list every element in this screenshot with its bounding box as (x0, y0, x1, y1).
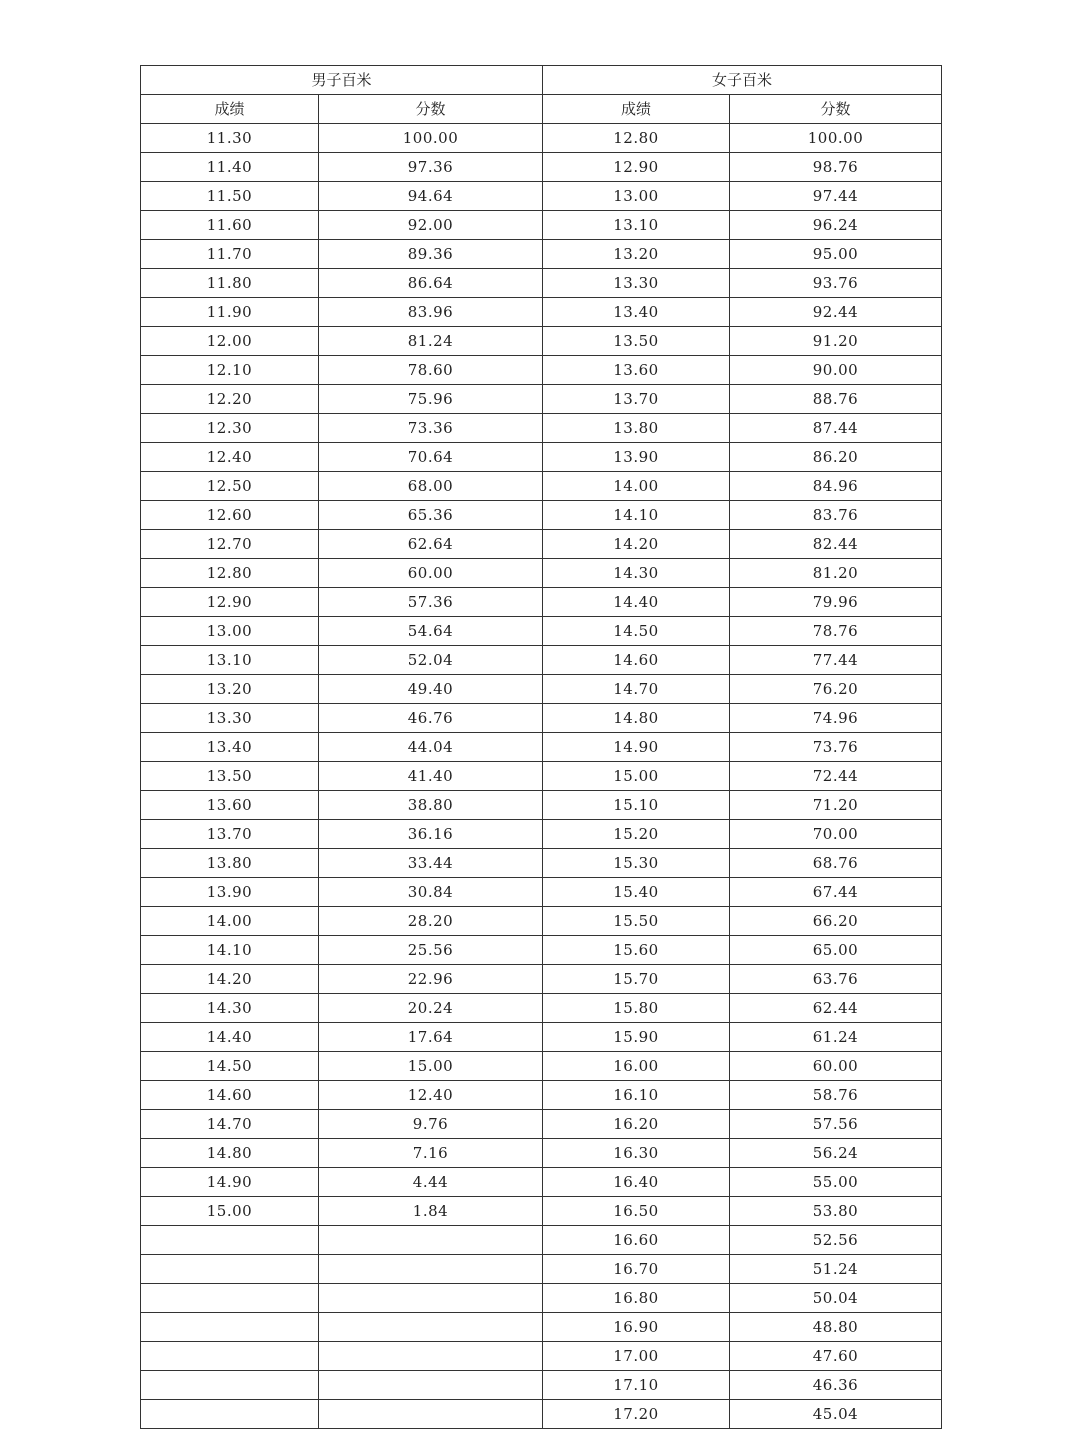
men-score-cell: 65.36 (319, 501, 543, 530)
women-result-cell: 15.60 (543, 936, 730, 965)
men-score-cell (319, 1226, 543, 1255)
women-result-cell: 13.50 (543, 327, 730, 356)
table-row (141, 530, 942, 559)
women-score-cell: 55.00 (730, 1168, 942, 1197)
women-score-cell: 96.24 (730, 211, 942, 240)
women-score-cell: 67.44 (730, 878, 942, 907)
women-score-header: 分数 (730, 95, 942, 124)
women-score-cell: 95.00 (730, 240, 942, 269)
men-result-cell: 14.10 (141, 936, 319, 965)
table-row (141, 936, 942, 965)
men-result-cell: 12.30 (141, 414, 319, 443)
men-result-cell: 14.70 (141, 1110, 319, 1139)
men-result-cell: 12.90 (141, 588, 319, 617)
table-row (141, 153, 942, 182)
men-score-cell: 41.40 (319, 762, 543, 791)
men-result-cell: 13.00 (141, 617, 319, 646)
table-row (141, 472, 942, 501)
table-row (141, 617, 942, 646)
table-row (141, 501, 942, 530)
men-score-header: 分数 (319, 95, 543, 124)
men-score-cell: 44.04 (319, 733, 543, 762)
women-score-cell: 53.80 (730, 1197, 942, 1226)
table-row (141, 1313, 942, 1342)
men-score-cell (319, 1400, 543, 1429)
women-score-cell: 68.76 (730, 849, 942, 878)
women-score-cell: 52.56 (730, 1226, 942, 1255)
women-result-cell: 16.30 (543, 1139, 730, 1168)
men-score-cell: 83.96 (319, 298, 543, 327)
women-result-cell: 16.90 (543, 1313, 730, 1342)
men-result-cell: 13.90 (141, 878, 319, 907)
women-result-cell: 15.80 (543, 994, 730, 1023)
women-result-header: 成绩 (543, 95, 730, 124)
men-score-cell: 94.64 (319, 182, 543, 211)
table-row (141, 1342, 942, 1371)
women-score-cell: 46.36 (730, 1371, 942, 1400)
men-result-cell: 13.10 (141, 646, 319, 675)
women-score-cell: 62.44 (730, 994, 942, 1023)
women-score-cell: 82.44 (730, 530, 942, 559)
men-result-cell: 13.20 (141, 675, 319, 704)
men-score-cell: 89.36 (319, 240, 543, 269)
table-row (141, 588, 942, 617)
men-result-cell: 14.30 (141, 994, 319, 1023)
men-score-cell: 22.96 (319, 965, 543, 994)
women-score-cell: 57.56 (730, 1110, 942, 1139)
women-score-cell: 81.20 (730, 559, 942, 588)
women-result-cell: 14.20 (543, 530, 730, 559)
men-score-cell: 46.76 (319, 704, 543, 733)
women-result-cell: 12.80 (543, 124, 730, 153)
women-result-cell: 16.50 (543, 1197, 730, 1226)
men-score-cell: 60.00 (319, 559, 543, 588)
women-result-cell: 16.10 (543, 1081, 730, 1110)
women-result-cell: 14.70 (543, 675, 730, 704)
men-score-cell (319, 1313, 543, 1342)
men-100m-title: 男子百米 (141, 66, 543, 95)
table-row (141, 443, 942, 472)
table-row (141, 1226, 942, 1255)
table-row (141, 733, 942, 762)
men-result-cell: 11.80 (141, 269, 319, 298)
men-score-cell: 30.84 (319, 878, 543, 907)
men-result-cell: 12.10 (141, 356, 319, 385)
women-score-cell: 100.00 (730, 124, 942, 153)
women-result-cell: 13.60 (543, 356, 730, 385)
women-score-cell: 74.96 (730, 704, 942, 733)
table-row (141, 385, 942, 414)
women-score-cell: 56.24 (730, 1139, 942, 1168)
table-row (141, 414, 942, 443)
men-score-cell: 1.84 (319, 1197, 543, 1226)
women-result-cell: 14.60 (543, 646, 730, 675)
women-score-cell: 92.44 (730, 298, 942, 327)
table-row (141, 1139, 942, 1168)
men-score-cell: 75.96 (319, 385, 543, 414)
men-score-cell: 49.40 (319, 675, 543, 704)
women-score-cell: 79.96 (730, 588, 942, 617)
table-row (141, 762, 942, 791)
table-row (141, 298, 942, 327)
women-result-cell: 13.70 (543, 385, 730, 414)
men-result-cell: 15.00 (141, 1197, 319, 1226)
women-score-cell: 70.00 (730, 820, 942, 849)
men-result-cell: 11.30 (141, 124, 319, 153)
women-score-cell: 61.24 (730, 1023, 942, 1052)
men-result-cell: 13.40 (141, 733, 319, 762)
women-result-cell: 16.40 (543, 1168, 730, 1197)
men-result-cell: 14.80 (141, 1139, 319, 1168)
women-result-cell: 14.80 (543, 704, 730, 733)
table-row (141, 1168, 942, 1197)
women-result-cell: 14.40 (543, 588, 730, 617)
men-score-cell (319, 1284, 543, 1313)
women-result-cell: 13.30 (543, 269, 730, 298)
table-row (141, 1052, 942, 1081)
women-result-cell: 15.30 (543, 849, 730, 878)
women-result-cell: 15.90 (543, 1023, 730, 1052)
men-result-cell: 12.20 (141, 385, 319, 414)
table-row (141, 704, 942, 733)
table-row (141, 182, 942, 211)
table-row (141, 1023, 942, 1052)
women-result-cell: 13.40 (543, 298, 730, 327)
women-score-cell: 71.20 (730, 791, 942, 820)
men-result-cell: 13.70 (141, 820, 319, 849)
table-row (141, 1197, 942, 1226)
women-result-cell: 17.00 (543, 1342, 730, 1371)
table-row (141, 994, 942, 1023)
women-score-cell: 90.00 (730, 356, 942, 385)
men-score-cell: 25.56 (319, 936, 543, 965)
table-row (141, 878, 942, 907)
men-score-cell (319, 1342, 543, 1371)
group-header-row (141, 66, 942, 95)
men-score-cell: 78.60 (319, 356, 543, 385)
table-row (141, 907, 942, 936)
women-result-cell: 13.80 (543, 414, 730, 443)
men-result-cell: 11.90 (141, 298, 319, 327)
table-row (141, 1400, 942, 1429)
women-score-cell: 45.04 (730, 1400, 942, 1429)
men-score-cell: 38.80 (319, 791, 543, 820)
women-result-cell: 16.20 (543, 1110, 730, 1139)
women-result-cell: 14.30 (543, 559, 730, 588)
table-row (141, 820, 942, 849)
men-score-cell: 81.24 (319, 327, 543, 356)
men-result-cell: 14.40 (141, 1023, 319, 1052)
women-score-cell: 93.76 (730, 269, 942, 298)
women-score-cell: 78.76 (730, 617, 942, 646)
women-score-cell: 73.76 (730, 733, 942, 762)
women-result-cell: 13.10 (543, 211, 730, 240)
table-row (141, 1371, 942, 1400)
women-score-cell: 58.76 (730, 1081, 942, 1110)
men-result-cell: 14.20 (141, 965, 319, 994)
women-score-cell: 77.44 (730, 646, 942, 675)
men-result-cell: 12.40 (141, 443, 319, 472)
men-result-cell: 12.70 (141, 530, 319, 559)
women-score-cell: 86.20 (730, 443, 942, 472)
table-row (141, 791, 942, 820)
men-score-cell: 52.04 (319, 646, 543, 675)
men-score-cell: 70.64 (319, 443, 543, 472)
women-result-cell: 14.90 (543, 733, 730, 762)
score-table (140, 65, 942, 1429)
women-score-cell: 97.44 (730, 182, 942, 211)
women-result-cell: 14.50 (543, 617, 730, 646)
table-row (141, 240, 942, 269)
men-score-cell: 20.24 (319, 994, 543, 1023)
men-score-cell: 68.00 (319, 472, 543, 501)
table-row (141, 559, 942, 588)
women-result-cell: 15.70 (543, 965, 730, 994)
women-score-cell: 87.44 (730, 414, 942, 443)
men-result-cell: 12.60 (141, 501, 319, 530)
women-result-cell: 16.70 (543, 1255, 730, 1284)
men-result-cell: 12.80 (141, 559, 319, 588)
men-result-cell (141, 1342, 319, 1371)
women-score-cell: 63.76 (730, 965, 942, 994)
men-result-cell (141, 1226, 319, 1255)
women-result-cell: 13.00 (543, 182, 730, 211)
table-row (141, 327, 942, 356)
men-result-cell: 11.50 (141, 182, 319, 211)
men-score-cell: 28.20 (319, 907, 543, 936)
men-result-cell (141, 1255, 319, 1284)
table-row (141, 675, 942, 704)
table-row (141, 965, 942, 994)
men-score-cell: 9.76 (319, 1110, 543, 1139)
women-100m-title: 女子百米 (543, 66, 942, 95)
women-score-cell: 84.96 (730, 472, 942, 501)
women-score-cell: 65.00 (730, 936, 942, 965)
women-result-cell: 17.10 (543, 1371, 730, 1400)
men-result-cell: 12.50 (141, 472, 319, 501)
table-row (141, 646, 942, 675)
table-row (141, 1110, 942, 1139)
men-score-cell: 4.44 (319, 1168, 543, 1197)
men-result-cell (141, 1371, 319, 1400)
men-result-cell: 13.30 (141, 704, 319, 733)
men-score-cell (319, 1255, 543, 1284)
men-score-cell: 92.00 (319, 211, 543, 240)
women-result-cell: 14.00 (543, 472, 730, 501)
men-score-cell: 97.36 (319, 153, 543, 182)
table-row (141, 1284, 942, 1313)
women-result-cell: 15.40 (543, 878, 730, 907)
women-score-cell: 98.76 (730, 153, 942, 182)
women-score-cell: 83.76 (730, 501, 942, 530)
table-row (141, 211, 942, 240)
column-header-row (141, 95, 942, 124)
women-result-cell: 14.10 (543, 501, 730, 530)
table-row (141, 1255, 942, 1284)
women-score-cell: 88.76 (730, 385, 942, 414)
women-result-cell: 16.60 (543, 1226, 730, 1255)
men-score-cell: 15.00 (319, 1052, 543, 1081)
women-result-cell: 15.10 (543, 791, 730, 820)
men-result-header: 成绩 (141, 95, 319, 124)
table-row (141, 124, 942, 153)
table-row (141, 269, 942, 298)
women-score-cell: 47.60 (730, 1342, 942, 1371)
women-score-cell: 48.80 (730, 1313, 942, 1342)
women-result-cell: 15.00 (543, 762, 730, 791)
men-result-cell: 13.80 (141, 849, 319, 878)
men-score-cell: 12.40 (319, 1081, 543, 1110)
men-result-cell: 14.60 (141, 1081, 319, 1110)
men-score-cell: 33.44 (319, 849, 543, 878)
men-result-cell: 13.60 (141, 791, 319, 820)
women-result-cell: 15.50 (543, 907, 730, 936)
men-score-cell: 57.36 (319, 588, 543, 617)
men-result-cell: 11.60 (141, 211, 319, 240)
women-result-cell: 16.80 (543, 1284, 730, 1313)
men-result-cell: 11.40 (141, 153, 319, 182)
women-score-cell: 50.04 (730, 1284, 942, 1313)
women-score-cell: 72.44 (730, 762, 942, 791)
men-score-cell: 62.64 (319, 530, 543, 559)
men-score-cell: 36.16 (319, 820, 543, 849)
women-result-cell: 12.90 (543, 153, 730, 182)
men-result-cell: 12.00 (141, 327, 319, 356)
men-score-cell: 73.36 (319, 414, 543, 443)
men-result-cell (141, 1313, 319, 1342)
women-result-cell: 15.20 (543, 820, 730, 849)
women-score-cell: 91.20 (730, 327, 942, 356)
men-score-cell (319, 1371, 543, 1400)
men-score-cell: 100.00 (319, 124, 543, 153)
men-result-cell: 14.00 (141, 907, 319, 936)
women-score-cell: 76.20 (730, 675, 942, 704)
men-score-cell: 7.16 (319, 1139, 543, 1168)
men-result-cell: 13.50 (141, 762, 319, 791)
men-score-cell: 54.64 (319, 617, 543, 646)
men-result-cell (141, 1284, 319, 1313)
men-score-cell: 17.64 (319, 1023, 543, 1052)
men-result-cell: 11.70 (141, 240, 319, 269)
men-score-cell: 86.64 (319, 269, 543, 298)
men-result-cell (141, 1400, 319, 1429)
women-score-cell: 66.20 (730, 907, 942, 936)
women-result-cell: 13.90 (543, 443, 730, 472)
men-result-cell: 14.90 (141, 1168, 319, 1197)
table-row (141, 356, 942, 385)
table-row (141, 849, 942, 878)
women-result-cell: 16.00 (543, 1052, 730, 1081)
women-result-cell: 13.20 (543, 240, 730, 269)
women-score-cell: 60.00 (730, 1052, 942, 1081)
men-result-cell: 14.50 (141, 1052, 319, 1081)
women-score-cell: 51.24 (730, 1255, 942, 1284)
women-result-cell: 17.20 (543, 1400, 730, 1429)
table-row (141, 1081, 942, 1110)
